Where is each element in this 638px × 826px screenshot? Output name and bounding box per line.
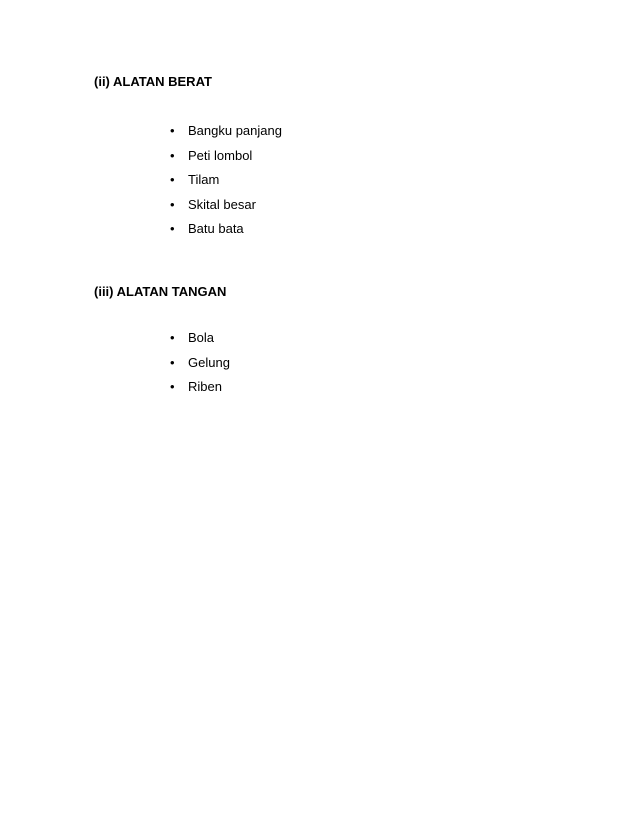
bullet-icon: •	[170, 354, 175, 370]
list-item-label: Peti lombol	[188, 147, 253, 163]
bullet-icon: •	[170, 172, 175, 188]
bullet-icon: •	[170, 147, 175, 163]
list-item	[170, 217, 282, 242]
bullet-icon: •	[170, 196, 175, 212]
list-item-label: Gelung	[188, 354, 230, 370]
list-item-label: Bangku panjang	[188, 123, 282, 139]
bullet-icon: •	[170, 330, 175, 346]
list-item-label: Tilam	[188, 172, 220, 188]
list-item	[170, 144, 282, 169]
list-alatan-tangan	[170, 326, 230, 400]
section-heading-alatan-berat: (ii) ALATAN BERAT	[94, 74, 212, 89]
list-item-label: Batu bata	[188, 221, 244, 237]
section-heading-alatan-tangan: (iii) ALATAN TANGAN	[94, 284, 227, 299]
list-item	[170, 193, 282, 218]
list-item-label: Bola	[188, 330, 215, 346]
list-alatan-berat	[170, 119, 282, 242]
list-item-label: Skital besar	[188, 196, 256, 212]
bullet-icon: •	[170, 123, 175, 139]
list-item	[170, 375, 230, 400]
list-item	[170, 351, 230, 376]
list-item	[170, 326, 230, 351]
bullet-icon: •	[170, 221, 175, 237]
list-item	[170, 119, 282, 144]
list-item	[170, 168, 282, 193]
bullet-icon: •	[170, 379, 175, 395]
list-item-label: Riben	[188, 379, 222, 395]
